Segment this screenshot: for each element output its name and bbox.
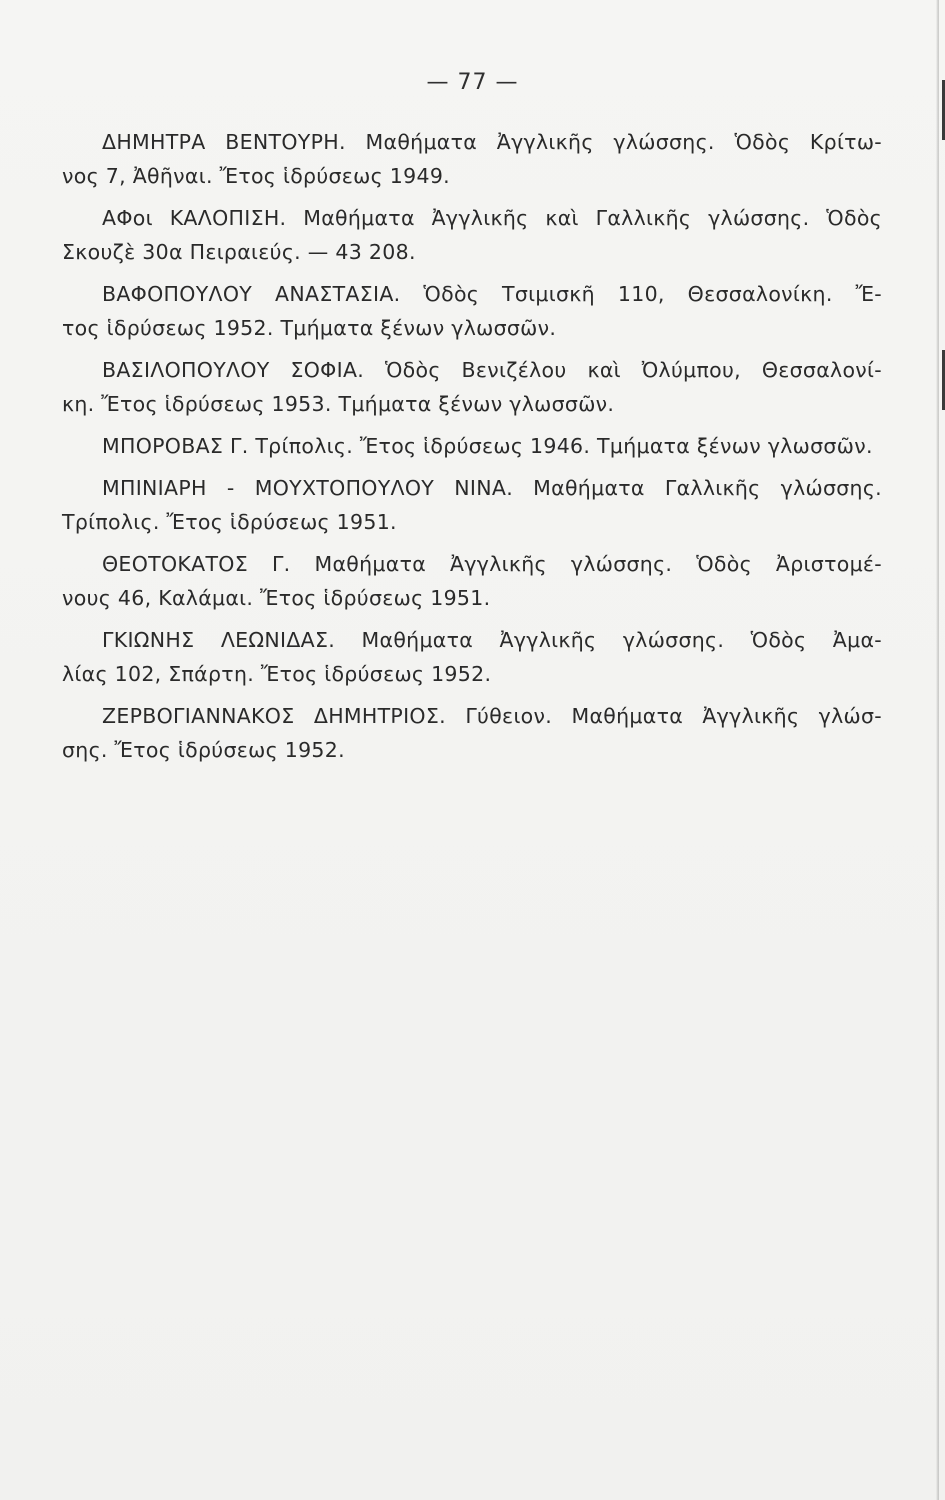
directory-entry xyxy=(62,547,882,615)
directory-listing xyxy=(62,125,882,775)
entry-continuation-line: Τρίπολις. Ἔτος ἱδρύσεως 1951. xyxy=(62,510,397,534)
entry-first-line: ΜΠΟΡΟΒΑΣ Γ. Τρίπολις. Ἔτος ἱδρύσεως 1946. Τμήματα ξένων γλωσσῶν. xyxy=(102,434,873,458)
directory-entry xyxy=(62,277,882,345)
page-edge-shadow xyxy=(936,0,939,1500)
entry-first-line: ΒΑΦΟΠΟΥΛΟΥ ΑΝΑΣΤΑΣΙΑ. Ὁδὸς Τσιμισκῆ 110, Θεσσαλονίκη. Ἔ- xyxy=(102,282,882,306)
directory-entry xyxy=(62,623,882,691)
directory-entry xyxy=(62,125,882,193)
entry-first-line: ΔΗΜΗΤΡΑ ΒΕΝΤΟΥΡΗ. Μαθήματα Ἀγγλικῆς γλώσσης. Ὁδὸς Κρίτω- xyxy=(102,130,882,154)
directory-entry xyxy=(62,429,882,463)
directory-entry xyxy=(62,699,882,767)
entry-continuation-line: τος ἱδρύσεως 1952. Τμήματα ξένων γλωσσῶν. xyxy=(62,316,557,340)
directory-entry xyxy=(62,201,882,269)
entry-first-line: ΑΦοι ΚΑΛΟΠΙΣΗ. Μαθήματα Ἀγγλικῆς καὶ Γαλλικῆς γλώσσης. Ὁδὸς xyxy=(102,206,882,230)
entry-continuation-line: νους 46, Καλάμαι. Ἔτος ἱδρύσεως 1951. xyxy=(62,586,491,610)
entry-continuation-line: λίας 102, Σπάρτη. Ἔτος ἱδρύσεως 1952. xyxy=(62,662,492,686)
entry-first-line: ΖΕΡΒΟΓΙΑΝΝΑΚΟΣ ΔΗΜΗΤΡΙΟΣ. Γύθειον. Μαθήματα Ἀγγλικῆς γλώσ- xyxy=(102,704,882,728)
entry-first-line: ΘΕΟΤΟΚΑΤΟΣ Γ. Μαθήματα Ἀγγλικῆς γλώσσης. Ὁδὸς Ἀριστομέ- xyxy=(102,552,882,576)
entry-continuation-line: Σκουζὲ 30α Πειραιεύς. — 43 208. xyxy=(62,240,416,264)
entry-continuation-line: νος 7, Ἀθῆναι. Ἔτος ἱδρύσεως 1949. xyxy=(62,164,450,188)
entry-first-line: ΒΑΣΙΛΟΠΟΥΛΟΥ ΣΟΦΙΑ. Ὁδὸς Βενιζέλου καὶ Ὀλύμπου, Θεσσαλονί- xyxy=(102,358,882,382)
directory-entry xyxy=(62,353,882,421)
entry-first-line: ΜΠΙΝΙΑΡΗ - ΜΟΥΧΤΟΠΟΥΛΟΥ ΝΙΝΑ. Μαθήματα Γαλλικῆς γλώσσης. xyxy=(102,476,882,500)
directory-entry xyxy=(62,471,882,539)
entry-first-line: ΓΚΙΩΝΗΣ ΛΕΩΝΙΔΑΣ. Μαθήματα Ἀγγλικῆς γλώσσης. Ὁδὸς Ἀμα- xyxy=(102,628,882,652)
entry-continuation-line: σης. Ἔτος ἱδρύσεως 1952. xyxy=(62,738,345,762)
page-number: — 77 — xyxy=(426,70,519,95)
entry-continuation-line: κη. Ἔτος ἱδρύσεως 1953. Τμήματα ξένων γλωσσῶν. xyxy=(62,392,615,416)
